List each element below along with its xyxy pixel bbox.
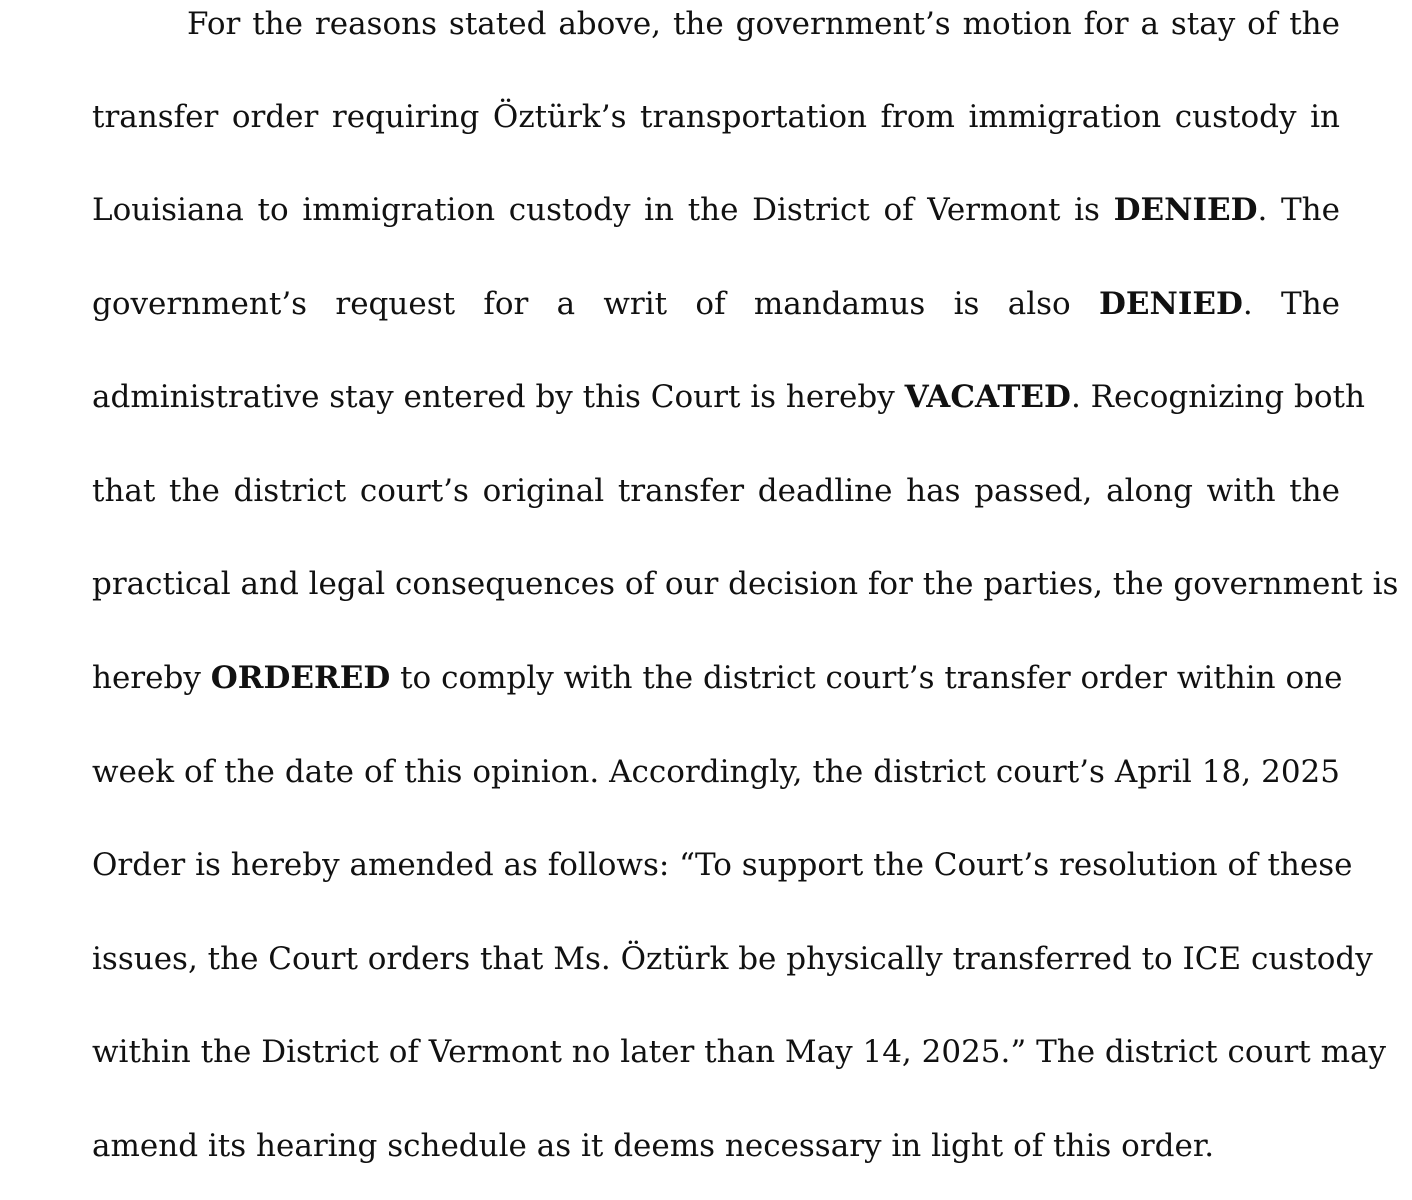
text-line	[92, 936, 1373, 982]
bold-term: VACATED	[904, 379, 1071, 415]
text-run: to comply with the district court’s transfer order within one	[390, 660, 1343, 696]
text-run: transfer order requiring Öztürk’s transportation from immigration custody in	[92, 99, 1340, 135]
text-run: that the district court’s original transfer deadline has passed, along with the	[92, 473, 1340, 509]
text-line	[92, 655, 1343, 701]
text-run: within the District of Vermont no later than May 14, 2025.” The district court may	[92, 1034, 1386, 1070]
text-run: . The	[1257, 192, 1340, 228]
bold-term: DENIED	[1099, 286, 1243, 322]
text-line	[92, 1029, 1386, 1075]
text-run: . Recognizing both	[1070, 379, 1365, 415]
text-run: For the reasons stated above, the government’s motion for a stay of the	[187, 6, 1340, 42]
text-line	[92, 1123, 1340, 1169]
text-run: . The	[1242, 286, 1341, 322]
text-run: Louisiana to immigration custody in the District of Vermont is	[92, 192, 1114, 228]
text-line	[92, 561, 1399, 607]
text-run: amend its hearing schedule as it deems necessary in light of this order.	[92, 1128, 1215, 1164]
text-line	[92, 468, 1340, 514]
text-line	[92, 281, 1340, 327]
text-run: issues, the Court orders that Ms. Öztürk be physically transferred to ICE custody	[92, 941, 1373, 977]
bold-term: DENIED	[1113, 192, 1258, 228]
text-run: administrative stay entered by this Court is hereby	[92, 379, 905, 415]
text-line	[92, 842, 1353, 888]
text-run: government’s request for a writ of mandamus is also	[92, 286, 1099, 322]
text-run: Order is hereby amended as follows: “To support the Court’s resolution of these	[92, 847, 1353, 883]
text-line	[187, 1, 1340, 47]
text-line	[92, 374, 1365, 420]
bold-term: ORDERED	[210, 660, 391, 696]
text-run: week of the date of this opinion. Accordingly, the district court’s April 18, 2025	[92, 754, 1340, 790]
text-line	[92, 749, 1340, 795]
text-run: practical and legal consequences of our decision for the parties, the government is	[92, 566, 1399, 602]
text-line	[92, 94, 1340, 140]
text-run: hereby	[92, 660, 211, 696]
text-line	[92, 187, 1340, 233]
